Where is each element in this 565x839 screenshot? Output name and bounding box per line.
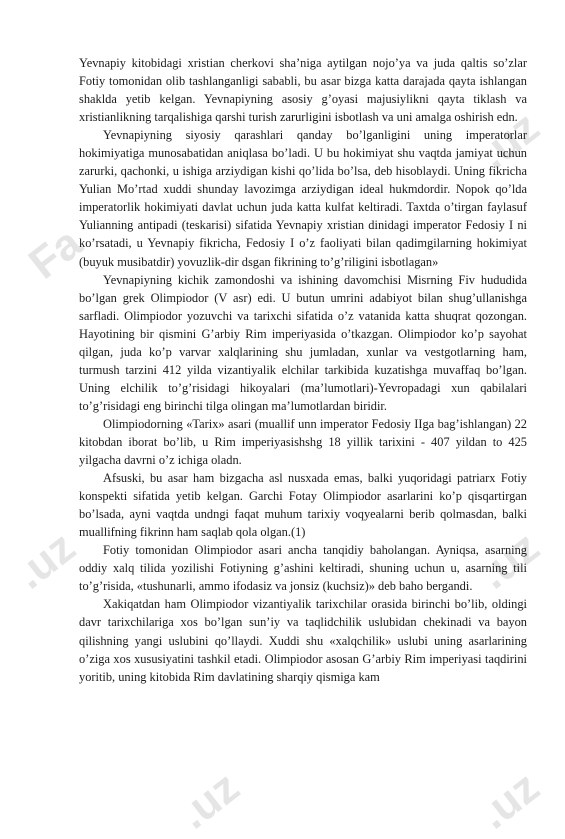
paragraph: Xakiqatdan ham Olimpiodor vizantiyalik tarixchilar orasida birinchi bo’lib, oldingi davr tarixchilariga xos bo’lgan sun’iy va taqlidchilik uslubidan chekinadi va bayon qilishning yangi uslubini qo’llaydi. Xuddi shu «xalqchilik» uslubi uning asarlarining o’ziga xos xususiyatini tashkil etadi. Olimpiodor asosan G’arbiy Rim imperiyasi taqdirini yoritib, uning kitobida Rim davlatining sharqiy qismiga kam xyxy=(79,597,527,684)
watermark-text: .uz xyxy=(470,762,549,839)
document-body xyxy=(79,54,527,686)
paragraph: Yevnapiy kitobidagi xristian cherkovi sha’niga aytilgan nojo’ya va juda qaltis so’zlar Fotiy tomonidan olib tashlanganligi sababli, bu asar bizga katta darajada qayta ishlangan shaklda yetib kelgan. Yevnapiyning asosiy g’oyasi majusiylikni qayta tiklash va xristianlikning tarqalishiga qarshi turish zarurligini isbotlash va uni amalga oshirish edn. xyxy=(79,56,527,125)
watermark-text: Fa xyxy=(20,218,91,289)
paragraph: Yevnapiyning siyosiy qarashlari qanday bo’lganligini uning imperatorlar hokimiyatiga munosabatidan aniqlasa bo’ladi. U bu hokimiyat shu vaqtda jamiyat uchun zarurki, qachonki, u ishiga arziydigan kishi qo’lida bo’lsa, deb hisoblaydi. Uning fikricha Yulian Mo’rtad xuddi shunday lavozimga arziydigan ideal hukmdordir. Nopok qo’lda imperatorlik hokimiyati davlat uchun juda katta kulfat keltiradi. Taxtda o’tirgan faylasuf Yulianning antipadi (teskarisi) sifatida Yevnapiy xristian dinidagi imperator Fedosiy I ni ko’rsatadi, u Yevnapiy fikricha, Fedosiy I o’z faoliyati bilan qadimgilarning hokimiyat (buyuk musibatdir) yovuzlik-dir dsgan fikrining to’g’riligini isbotlagan» xyxy=(79,128,527,269)
watermark-text: .uz xyxy=(470,522,549,599)
paragraph: Yevnapiyning kichik zamondoshi va ishining davomchisi Misrning Fiv hududida bo’lgan grek Olimpiodor (V asr) edi. U butun umrini adabiyot bilan shug’ullanishga sarfladi. Olimpiodor yozuvchi va tarixchi sifatida o’z vatanida katta shuqrat qozongan. Hayotining bir qismini G’arbiy Rim imperiyasida o’tkazgan. Olimpiodor ko’p sayohat qilgan, juda ko’p varvar xalqlarining shu jumladan, xunlar va vestgotlarning ham, turmush tarzini 412 yilda vizantiyalik elchilar tarkibida kuzatishga muvaffaq bo’lgan. Uning elchilik to’g’risidagi hikoyalari (ma’lumotlari)-Yevropadagi xun qabilalari to’g’risidagi eng birinchi tilga olingan ma’lumotlardan biridir. xyxy=(79,272,527,413)
watermark-text: .uz xyxy=(470,102,549,179)
paragraph: Fotiy tomonidan Olimpiodor asari ancha tanqidiy baholangan. Ayniqsa, asarning oddiy xalq tilida yozilishi Fotiyning g’ashini keltiradi, shuning uchun u, asarning tili to’g’risida, «tushunarli, ammo ifodasiz va jonsiz (kuchsiz)» deb baho bergandi. xyxy=(79,543,527,594)
watermark-text: .uz xyxy=(170,762,249,839)
paragraph: Afsuski, bu asar ham bizgacha asl nusxada emas, balki yuqoridagi patriarx Fotiy konspekti sifatida yetib kelgan. Garchi Fotay Olimpiodor asarlarini ko’p qisqartirgan bo’lsada, ayni vaqtda undngi faqat muhum tarixiy voqyealarni berib qolmasdan, balki muallifning fikrinn ham saqlab qola olgan.(1) xyxy=(79,471,527,540)
paragraph: Olimpiodorning «Tarix» asari (muallif unn imperator Fedosiy IIga bag’ishlangan) 22 kitobdan iborat bo’lib, u Rim imperiyasishshg 18 yillik tarixini - 407 yildan to 425 yilgacha davrni o’z ichiga oladn. xyxy=(79,416,527,468)
watermark-text: .uz xyxy=(6,522,85,599)
